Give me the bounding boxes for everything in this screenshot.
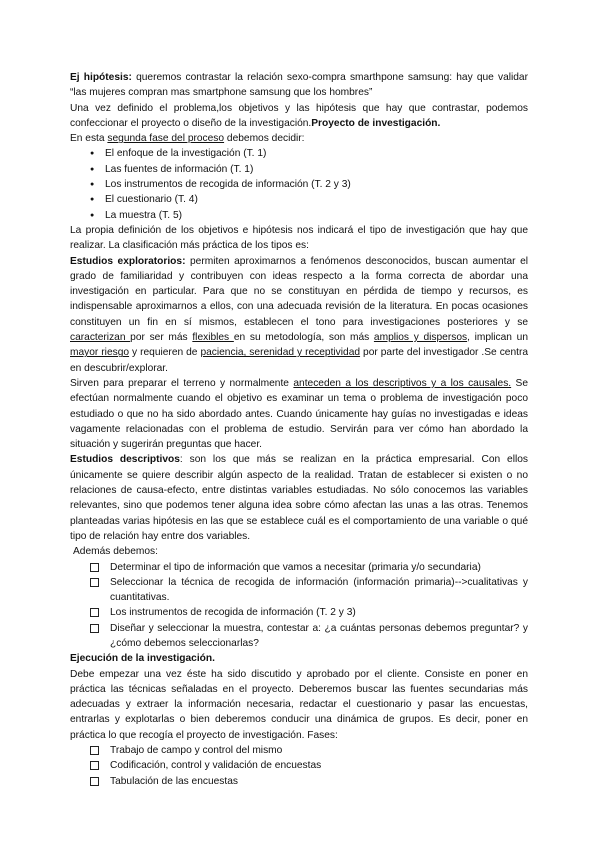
exploratorios-label: Estudios exploratorios: — [70, 255, 186, 267]
checklist-item — [90, 560, 528, 575]
decision-list — [70, 146, 528, 222]
ademas-line: Además debemos: — [73, 546, 158, 558]
ejecucion-paragraph: Debe empezar una vez éste ha sido discutido y aprobado por el cliente. Consiste en poner en práctica las técnicas señaladas en el proyecto. Deberemos buscar las fuentes secundarias más adecuadas y extraer la información necesaria, redactar el cuestionario y pasar las encuestas, entrarlas y explotarlas o bien deberemos conducir una dinámica de grupos. Es decir, poner en práctica lo que recogía el proyecto de investigación. Fases: — [70, 668, 528, 741]
underlined-term: caracterizan — [70, 332, 131, 344]
phase-pre: En esta — [70, 133, 108, 145]
checkbox-icon[interactable] — [90, 578, 99, 587]
checkbox-icon[interactable] — [90, 746, 99, 755]
exploratorios-text: por ser más — [130, 332, 193, 344]
intro-text: Una vez definido el problema,los objetivos y las hipótesis que hay que contrastar, podemos confeccionar el proyecto o diseño de la investigación. — [70, 102, 528, 129]
ejecucion-heading — [70, 651, 528, 666]
checklist-proyecto — [70, 560, 528, 652]
checklist-item — [90, 758, 528, 773]
intro-paragraph — [70, 101, 528, 132]
definition-paragraph: La propia definición de los objetivos e hipótesis nos indicará el tipo de investigación que hay que realizar. La clasificación más práctica de los tipos es: — [70, 224, 528, 252]
checklist-item — [90, 743, 528, 758]
exploratorios-text: , implican un — [467, 332, 528, 344]
exploratorios-text: permiten aproximarnos a fenómenos desconocidos, buscan aumentar el grado de familiaridad y contribuyen con ideas respecto a la forma correcta de abordar una investigación en particular. Para que no se constituyan en pérdida de tiempo y recursos, es indispensable aproximarnos a ellos, con una adecuada revisión de la literatura. En pocas ocasiones constituyen un fin en sí mismos, establecen el tono para investigaciones posteriores y se — [70, 255, 528, 328]
checklist-item — [90, 621, 528, 652]
phase-paragraph — [70, 131, 528, 146]
checklist-text: Seleccionar la técnica de recogida de información (información primaria)-->cualitativas y cuantitativas. — [110, 576, 528, 604]
phase-post: debemos decidir: — [224, 133, 305, 145]
list-item: ● La muestra (T. 5) — [90, 208, 528, 223]
underlined-term: amplios y dispersos — [373, 332, 468, 344]
sirven-text: Se efectúan normalmente cuando el objetivo es examinar un tema o problema de investigación poco estudiado o que no ha sido abordado antes. Cuando únicamente hay guías no investigadas e ideas vagamente relacionadas con el problema de estudio. Servirán para ver cómo han abordado la situación y sugerirán preguntas que hacer. — [70, 377, 528, 451]
hipotesis-label: Ej hipótesis: — [70, 72, 132, 83]
hipotesis-paragraph — [70, 70, 528, 101]
proyecto-heading: Proyecto de investigación. — [311, 117, 441, 129]
sirven-text: Sirven para preparar el terreno y normalmente — [70, 377, 294, 389]
descriptivos-paragraph — [70, 452, 528, 544]
exploratorios-paragraph — [70, 254, 528, 376]
exploratorios-text: en su metodología, son más — [233, 332, 374, 344]
descriptivos-label: Estudios descriptivos — [70, 454, 180, 466]
list-item: ● El cuestionario (T. 4) — [90, 192, 528, 207]
checklist-item — [90, 774, 528, 789]
phase-underlined: segunda fase del proceso — [107, 133, 225, 145]
checkbox-icon[interactable] — [90, 777, 99, 786]
list-item: ● Los instrumentos de recogida de información (T. 2 y 3) — [90, 177, 528, 192]
list-item: ● Las fuentes de información (T. 1) — [90, 162, 528, 177]
checklist-text: Los instrumentos de recogida de información (T. 2 y 3) — [110, 607, 356, 619]
checkbox-icon[interactable] — [90, 563, 99, 572]
checklist-fases — [70, 743, 528, 789]
checklist-text: Tabulación de las encuestas — [110, 775, 238, 787]
list-item: ● El enfoque de la investigación (T. 1) — [90, 146, 528, 161]
checkbox-icon[interactable] — [90, 608, 99, 617]
checklist-item — [90, 575, 528, 606]
hipotesis-text: queremos contrastar la relación sexo-compra smarthpone samsung: hay que validar “las mujeres compran mas smartphone samsung que los hombres” — [70, 72, 528, 99]
underlined-term: anteceden a los descriptivos y a los causales. — [293, 377, 512, 389]
document-page — [70, 70, 528, 789]
underlined-term: mayor riesgo — [70, 347, 130, 359]
descriptivos-text: : son los que más se realizan en la práctica empresarial. Con ellos únicamente se quiere describir algún aspecto de la realidad. Tratan de establecer si existen o no relaciones de causa-efecto, entre distintas variables estudiadas. No sólo conocemos las variables relevantes, sino que podemos tener alguna idea sobre cómo afectan las unas a las otras. Tenemos planteadas varias hipótesis en las que se establece cuál es el comportamiento de una variable o qué tipo de relación hay entre dos variables. — [70, 454, 529, 542]
sirven-paragraph — [70, 376, 528, 452]
checklist-text: Trabajo de campo y control del mismo — [110, 745, 283, 757]
checklist-text: Determinar el tipo de información que vamos a necesitar (primaria y/o secundaria) — [110, 561, 481, 573]
checklist-text: Codificación, control y validación de encuestas — [110, 760, 322, 772]
ejecucion-heading-text: Ejecución de la investigación. — [70, 653, 215, 665]
exploratorios-text: por parte del investigador .Se centra en descubrir/explorar. — [70, 347, 529, 374]
checklist-item — [90, 605, 528, 620]
underlined-term: flexibles — [192, 332, 234, 344]
underlined-term: paciencia, serenidad y receptividad — [200, 347, 361, 359]
exploratorios-text: y requieren de — [129, 347, 201, 359]
checkbox-icon[interactable] — [90, 624, 99, 633]
checklist-text: Diseñar y seleccionar la muestra, contestar a: ¿a cuántas personas debemos preguntar? y ¿cómo debemos seleccionarlas? — [110, 622, 528, 649]
checkbox-icon[interactable] — [90, 761, 99, 770]
